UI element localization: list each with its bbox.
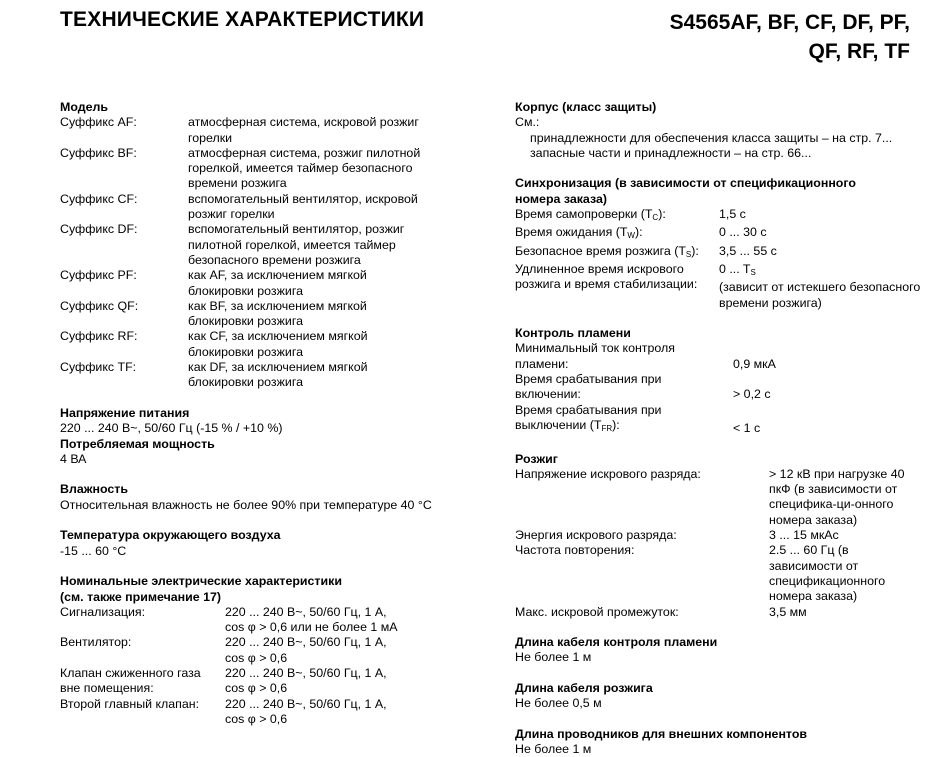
wires-value: Не более 1 м <box>515 742 592 757</box>
model-suffix-value: как AF, за исключением мягкой блокировки розжига <box>188 268 367 298</box>
ignition-frequency-value: 2.5 ... 60 Гц (в зависимости от спецификационного номера заказа) <box>769 543 886 604</box>
flame-off-label-sub: FR <box>601 423 613 433</box>
ignition-voltage-value: > 12 кВ при нагрузке 40 пкФ (в зависимости от специфика-ци-онного номера заказа) <box>769 466 905 527</box>
model-suffix-value: вспомогательный вентилятор, искровой розжиг горелки <box>188 191 418 222</box>
ignition-gap-value: 3,5 мм <box>769 604 807 619</box>
flame-off-label-text: Время срабатывания при выключении (T <box>515 402 662 432</box>
electrical-subheading: (см. также примечание 17) <box>60 589 222 604</box>
model-row <box>60 268 445 299</box>
sync-label <box>515 225 719 243</box>
model-list-line-2: QF, RF, TF <box>808 40 910 63</box>
ignition-row <box>515 528 925 543</box>
electrical-table <box>60 605 460 727</box>
humidity-value: Относительная влажность не более 90% при температуре 40 °C <box>60 497 432 512</box>
housing-ref-2: запасные части и принадлежности – на стр. 66... <box>530 145 812 160</box>
sync-label-sub: C <box>652 213 659 223</box>
model-suffix-label: Суффикс PF: <box>60 268 137 283</box>
electrical-value <box>225 635 460 666</box>
electrical-value-line: 220 ... 240 В~, 50/60 Гц, 1 А, <box>225 635 387 650</box>
model-suffix-value: вспомогательный вентилятор, розжиг пилотной горелкой, имеется таймер безопасного времени розжига <box>188 222 405 267</box>
electrical-value-line: 220 ... 240 В~, 50/60 Гц, 1 А, <box>225 665 387 680</box>
sync-extended-sub: S <box>750 267 756 277</box>
electrical-label: Вентилятор: <box>60 635 132 650</box>
model-suffix-value: как DF, за исключением мягкой блокировки розжига <box>188 360 368 390</box>
model-table <box>60 115 445 390</box>
model-suffix-label: Суффикс DF: <box>60 222 138 237</box>
sync-row <box>515 262 925 311</box>
sync-label <box>515 244 719 262</box>
sync-row <box>515 225 925 243</box>
model-suffix-value: как BF, за исключением мягкой блокировки розжига <box>188 298 367 329</box>
sync-extended-note: (зависит от истекшего безопасного времени розжига) <box>719 280 921 310</box>
electrical-heading: Номинальные электрические характеристики <box>60 574 342 589</box>
temperature-value: -15 ... 60 °C <box>60 543 127 558</box>
sync-label-sub: W <box>627 231 635 241</box>
right-column <box>515 100 925 757</box>
sync-row <box>515 207 925 225</box>
sync-label-text: Безопасное время розжига (T <box>515 243 686 258</box>
flame-min-value: 0,9 мкА <box>733 356 776 371</box>
sync-label-tail: ): <box>658 207 666 222</box>
flame-off-label <box>515 403 733 437</box>
power-value: 4 ВА <box>60 451 87 466</box>
ignition-cable-heading: Длина кабеля розжига <box>515 680 653 695</box>
model-list-line-1: S4565AF, BF, CF, DF, PF, <box>669 11 910 34</box>
model-suffix-label: Суффикс BF: <box>60 145 137 160</box>
electrical-value <box>225 697 460 728</box>
model-heading: Модель <box>60 100 108 114</box>
model-suffix-value: как CF, за исключением мягкой блокировки розжига <box>188 329 368 359</box>
sync-value: 3,5 ... 55 с <box>719 243 777 258</box>
electrical-row <box>60 697 460 728</box>
model-row <box>60 222 445 268</box>
ignition-frequency-label: Частота повторения: <box>515 543 635 558</box>
electrical-value-line: cos φ > 0,6 <box>225 711 288 726</box>
model-row <box>60 146 445 192</box>
electrical-value-line: cos φ > 0,6 или не более 1 мА <box>225 620 398 635</box>
ignition-heading: Розжиг <box>515 451 558 466</box>
sync-extended-label: Удлиненное время искрового розжига и время стабилизации: <box>515 261 698 292</box>
sync-label-tail: ): <box>691 243 699 258</box>
ignition-voltage-label: Напряжение искрового разряда: <box>515 466 701 481</box>
sync-extended-prefix: 0 ... T <box>719 261 751 276</box>
model-suffix-label: Суффикс QF: <box>60 298 139 313</box>
housing-heading: Корпус (класс защиты) <box>515 100 657 114</box>
electrical-value <box>225 605 460 636</box>
electrical-row <box>60 605 460 636</box>
electrical-value-line: 220 ... 240 В~, 50/60 Гц, 1 А, <box>225 696 387 711</box>
model-row <box>60 192 445 223</box>
housing-see: См.: <box>515 115 540 130</box>
model-suffix-value: атмосферная система, искровой розжиг горелки <box>188 115 419 145</box>
wires-heading: Длина проводников для внешних компонентов <box>515 726 808 741</box>
flame-row <box>515 372 925 403</box>
electrical-label: Второй главный клапан: <box>60 696 200 711</box>
electrical-row <box>60 666 460 697</box>
left-column <box>60 100 460 727</box>
electrical-label: Клапан сжиженного газа вне помещения: <box>60 665 201 696</box>
electrical-value-line: 220 ... 240 В~, 50/60 Гц, 1 А, <box>225 604 387 619</box>
sync-label <box>515 207 719 225</box>
temperature-heading: Температура окружающего воздуха <box>60 528 281 543</box>
flame-heading: Контроль пламени <box>515 326 631 341</box>
sync-extended-value <box>719 262 925 311</box>
model-suffix-label: Суффикс AF: <box>60 115 137 130</box>
electrical-value-line: cos φ > 0,6 <box>225 650 288 665</box>
flame-on-value: > 0,2 с <box>733 387 771 402</box>
model-suffix-label: Суффикс TF: <box>60 360 137 375</box>
page-title: ТЕХНИЧЕСКИЕ ХАРАКТЕРИСТИКИ <box>60 8 425 31</box>
model-row <box>60 329 445 360</box>
supply-heading: Напряжение питания <box>60 405 190 420</box>
flame-min-label: Минимальный ток контроля пламени: <box>515 341 675 371</box>
model-suffix-label: Суффикс RF: <box>60 329 138 344</box>
model-suffix-label: Суффикс CF: <box>60 191 138 206</box>
flame-cable-heading: Длина кабеля контроля пламени <box>515 635 718 650</box>
ignition-row <box>515 467 925 528</box>
power-heading: Потребляемая мощность <box>60 436 215 451</box>
model-row <box>60 299 445 330</box>
flame-table <box>515 341 925 436</box>
sync-row <box>515 244 925 262</box>
sync-label-sub: S <box>685 249 692 259</box>
flame-on-label: Время срабатывания при включении: <box>515 372 662 402</box>
sync-label-text: Время самопроверки (T <box>515 207 653 222</box>
model-row <box>60 360 445 391</box>
sync-value: 0 ... 30 с <box>719 225 767 240</box>
model-list <box>670 8 910 66</box>
sync-heading: Синхронизация (в зависимости от спецификационного номера заказа) <box>515 176 856 206</box>
ignition-gap-label: Макс. искровой промежуток: <box>515 604 679 619</box>
sync-value: 1,5 с <box>719 207 746 222</box>
ignition-cable-value: Не более 0,5 м <box>515 696 602 711</box>
ignition-row <box>515 605 925 620</box>
electrical-label: Сигнализация: <box>60 604 146 619</box>
sync-label-tail: ): <box>634 225 643 240</box>
electrical-value-line: cos φ > 0,6 <box>225 681 288 696</box>
ignition-energy-value: 3 ... 15 мкАс <box>769 528 839 543</box>
model-row <box>60 115 445 146</box>
ignition-row <box>515 543 925 604</box>
sync-table <box>515 207 925 311</box>
flame-row <box>515 403 925 437</box>
humidity-heading: Влажность <box>60 482 128 497</box>
flame-off-value: < 1 с <box>733 420 761 435</box>
housing-ref-1: принадлежности для обеспечения класса защиты – на стр. 7... <box>530 130 893 145</box>
flame-cable-value: Не более 1 м <box>515 650 592 665</box>
electrical-row <box>60 635 460 666</box>
flame-row <box>515 341 925 372</box>
electrical-value <box>225 666 460 697</box>
model-suffix-value: атмосферная система, розжиг пилотной горелкой, имеется таймер безопасного времени розжига <box>188 145 421 191</box>
supply-value: 220 ... 240 В~, 50/60 Гц (-15 % / +10 %) <box>60 421 283 436</box>
flame-off-label-tail: ): <box>612 417 620 432</box>
ignition-energy-label: Энергия искрового разряда: <box>515 528 677 543</box>
sync-label-text: Время ожидания (T <box>515 225 628 240</box>
ignition-table <box>515 467 925 620</box>
